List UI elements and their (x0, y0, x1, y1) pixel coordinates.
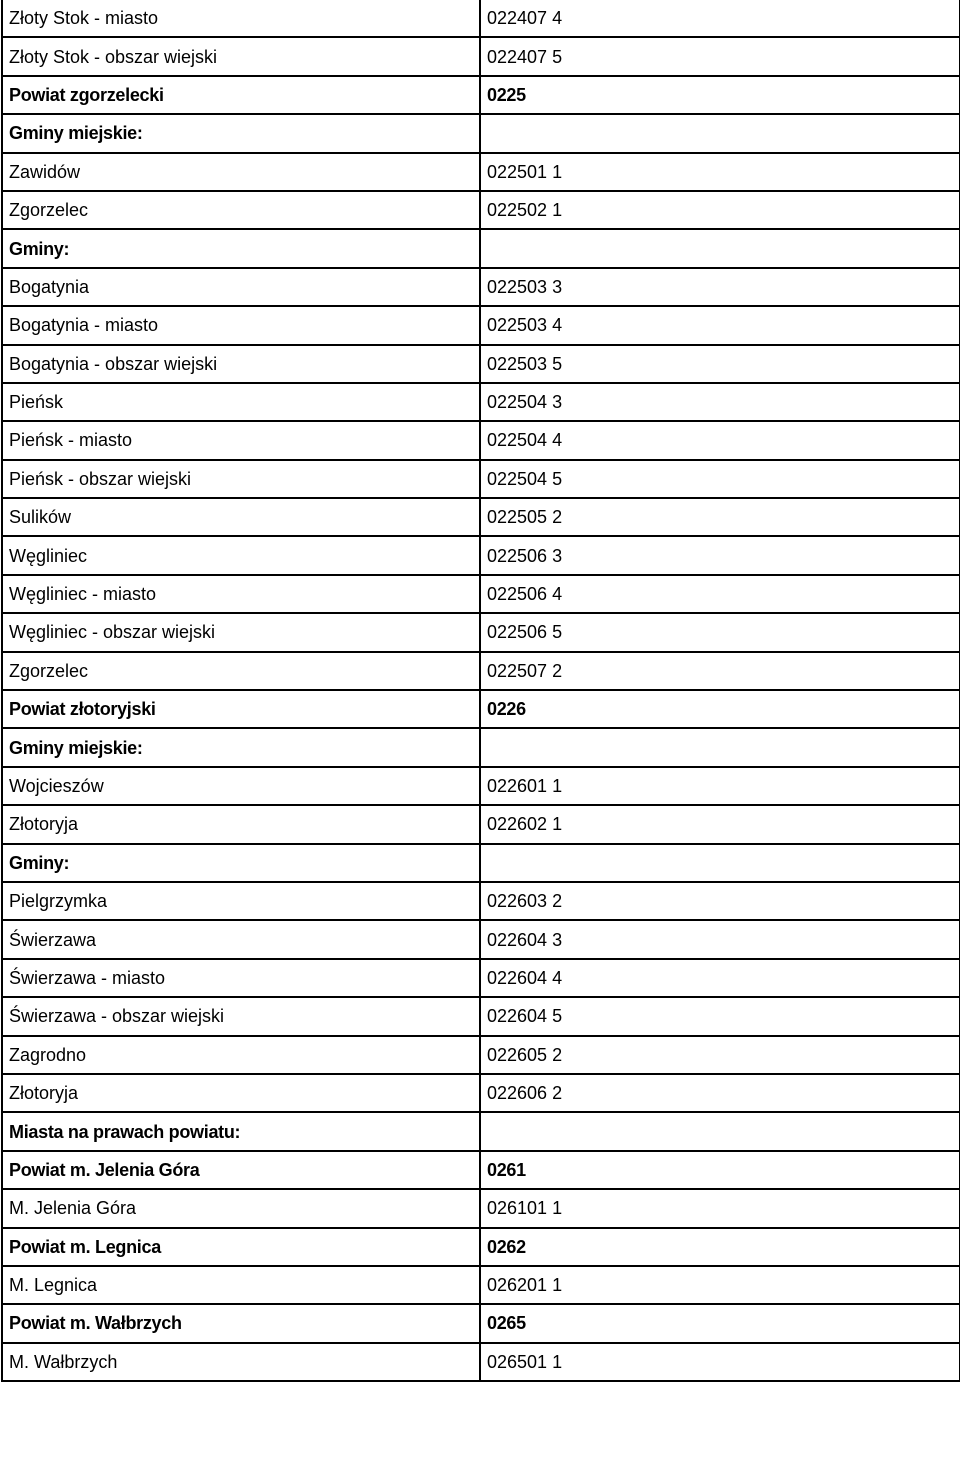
unit-name-cell: Zagrodno (2, 1036, 480, 1074)
table-row-heading (2, 114, 960, 152)
table-row (2, 191, 960, 229)
table-row (2, 1189, 960, 1227)
unit-name-cell: Świerzawa - miasto (2, 959, 480, 997)
unit-name-cell: M. Jelenia Góra (2, 1189, 480, 1227)
unit-code-cell: 022503 4 (480, 306, 960, 344)
unit-code-cell: 022606 2 (480, 1074, 960, 1112)
unit-code-cell: 026101 1 (480, 1189, 960, 1227)
unit-code-cell: 026201 1 (480, 1266, 960, 1304)
unit-code-cell: 0262 (480, 1228, 960, 1266)
unit-code-cell: 022604 4 (480, 959, 960, 997)
unit-code-cell (480, 1112, 960, 1150)
table-row (2, 0, 960, 37)
table-row (2, 1343, 960, 1381)
unit-code-cell: 0226 (480, 690, 960, 728)
table-row-heading (2, 1304, 960, 1342)
unit-code-cell: 022504 5 (480, 460, 960, 498)
unit-name-cell: Zgorzelec (2, 191, 480, 229)
unit-code-cell: 022603 2 (480, 882, 960, 920)
unit-name-cell: Gminy miejskie: (2, 114, 480, 152)
unit-name-cell: Pielgrzymka (2, 882, 480, 920)
unit-name-cell: Złoty Stok - obszar wiejski (2, 37, 480, 75)
table-row (2, 536, 960, 574)
unit-code-cell: 0265 (480, 1304, 960, 1342)
unit-code-cell: 022601 1 (480, 767, 960, 805)
unit-code-cell: 022506 5 (480, 613, 960, 651)
table-row-heading (2, 76, 960, 114)
unit-name-cell: Powiat m. Legnica (2, 1228, 480, 1266)
unit-name-cell: Węgliniec (2, 536, 480, 574)
unit-code-cell: 026501 1 (480, 1343, 960, 1381)
unit-code-cell (480, 844, 960, 882)
table-row (2, 652, 960, 690)
unit-code-cell: 022504 4 (480, 421, 960, 459)
table-row (2, 920, 960, 958)
unit-code-cell: 022506 4 (480, 575, 960, 613)
unit-code-cell: 022507 2 (480, 652, 960, 690)
table-row (2, 575, 960, 613)
table-row-heading (2, 728, 960, 766)
table-row (2, 1036, 960, 1074)
table-row-heading (2, 844, 960, 882)
unit-name-cell: Gminy miejskie: (2, 728, 480, 766)
unit-code-cell: 022602 1 (480, 805, 960, 843)
unit-name-cell: Bogatynia - miasto (2, 306, 480, 344)
unit-code-cell: 0261 (480, 1151, 960, 1189)
table-row (2, 805, 960, 843)
unit-name-cell: Złotoryja (2, 1074, 480, 1112)
unit-code-cell: 0225 (480, 76, 960, 114)
table-row-heading (2, 1151, 960, 1189)
unit-code-cell (480, 114, 960, 152)
unit-name-cell: Miasta na prawach powiatu: (2, 1112, 480, 1150)
table-row-heading (2, 1112, 960, 1150)
unit-code-cell: 022505 2 (480, 498, 960, 536)
table-row (2, 498, 960, 536)
table-row (2, 37, 960, 75)
unit-name-cell: M. Legnica (2, 1266, 480, 1304)
table-row (2, 613, 960, 651)
unit-code-cell: 022605 2 (480, 1036, 960, 1074)
unit-name-cell: Wojcieszów (2, 767, 480, 805)
unit-name-cell: Zgorzelec (2, 652, 480, 690)
unit-code-cell: 022604 3 (480, 920, 960, 958)
table-body (2, 0, 960, 1381)
table-row-heading (2, 229, 960, 267)
unit-code-cell: 022604 5 (480, 997, 960, 1035)
unit-code-cell: 022504 3 (480, 383, 960, 421)
unit-name-cell: Powiat m. Jelenia Góra (2, 1151, 480, 1189)
table-row (2, 153, 960, 191)
unit-name-cell: Świerzawa - obszar wiejski (2, 997, 480, 1035)
table-row (2, 460, 960, 498)
table-row (2, 767, 960, 805)
unit-code-cell: 022503 5 (480, 345, 960, 383)
table-row (2, 268, 960, 306)
unit-name-cell: Powiat m. Wałbrzych (2, 1304, 480, 1342)
unit-name-cell: Węgliniec - obszar wiejski (2, 613, 480, 651)
table-row-heading (2, 1228, 960, 1266)
unit-name-cell: Gminy: (2, 844, 480, 882)
table-row (2, 997, 960, 1035)
unit-code-cell: 022506 3 (480, 536, 960, 574)
unit-code-cell (480, 728, 960, 766)
unit-name-cell: Bogatynia - obszar wiejski (2, 345, 480, 383)
unit-name-cell: Złotoryja (2, 805, 480, 843)
unit-code-cell: 022407 4 (480, 0, 960, 37)
unit-code-cell: 022503 3 (480, 268, 960, 306)
teryt-code-table (1, 0, 960, 1382)
unit-name-cell: Powiat zgorzelecki (2, 76, 480, 114)
unit-code-cell: 022407 5 (480, 37, 960, 75)
table-row (2, 882, 960, 920)
unit-code-cell: 022501 1 (480, 153, 960, 191)
table-row-heading (2, 690, 960, 728)
unit-name-cell: Węgliniec - miasto (2, 575, 480, 613)
unit-name-cell: Sulików (2, 498, 480, 536)
table-row (2, 345, 960, 383)
table-row (2, 421, 960, 459)
table-row (2, 1266, 960, 1304)
table-row (2, 1074, 960, 1112)
unit-name-cell: M. Wałbrzych (2, 1343, 480, 1381)
unit-name-cell: Pieńsk - miasto (2, 421, 480, 459)
unit-name-cell: Powiat złotoryjski (2, 690, 480, 728)
unit-code-cell (480, 229, 960, 267)
unit-name-cell: Pieńsk (2, 383, 480, 421)
unit-name-cell: Gminy: (2, 229, 480, 267)
table-row (2, 383, 960, 421)
unit-name-cell: Złoty Stok - miasto (2, 0, 480, 37)
unit-name-cell: Pieńsk - obszar wiejski (2, 460, 480, 498)
unit-code-cell: 022502 1 (480, 191, 960, 229)
unit-name-cell: Świerzawa (2, 920, 480, 958)
table-row (2, 959, 960, 997)
table-row (2, 306, 960, 344)
unit-name-cell: Zawidów (2, 153, 480, 191)
unit-name-cell: Bogatynia (2, 268, 480, 306)
